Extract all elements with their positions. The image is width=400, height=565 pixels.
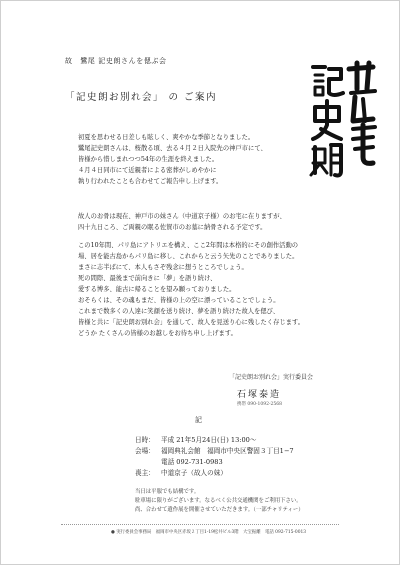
footer-divider: [61, 524, 339, 525]
page-title: 「記史朗お別れ会」 の ご案内: [65, 92, 218, 103]
venue-value: 福岡典礼会館 福岡市中央区警固３丁目1−7: [161, 447, 294, 455]
date-label: 日時：: [135, 436, 155, 444]
footer-contact: ● 実行委員会事務局 福岡市中央区赤坂２丁目1-19松井ビル3階 大宝振離 電話 092-715-0013: [111, 530, 307, 535]
date-value: 平成 21年5月24日(日) 13:00〜: [161, 436, 257, 444]
calligraphy-brush-art: [307, 59, 381, 179]
memorial-line: 場、居を能古島からパリ島に移し、これからと云う矢先のことでありました。: [78, 253, 299, 260]
notes: [135, 488, 304, 515]
memorial-line: これまで数多くの人達に笑顔を送り続け、夢を語り続けた故人を偲び、: [78, 308, 279, 315]
venue-row: [135, 446, 294, 457]
details-heading: 記: [195, 416, 202, 424]
memorial-line: 皆様と共に「記史朗お別れ会」を通して、故人を見送り心に残したく存じます。: [78, 319, 305, 326]
venue-label: 会場：: [135, 447, 155, 455]
burial-line: 故人のお骨は現在、神戸市の妹さん（中道京子様）のお宅に在りますが、: [78, 213, 286, 220]
calligraphy-signature-icon: [307, 59, 381, 179]
note-line: 尚、合わせて遺作展を開催させていただきます。（一部チャリティー）: [135, 507, 304, 513]
memorial-line: おそらくは、その魂もまだ、皆様の上の空に漂っていることでしょう。: [78, 297, 280, 304]
committee-name: 「記史朗お別れ会」実行委員会: [229, 374, 314, 381]
intro-line: ４月４日同市にて近親者による密葬がしめやかに: [78, 167, 217, 174]
organizer-phone: 携帯 090-1092-2568: [237, 402, 282, 407]
memorial-line: 死の間際、最後まで前向きに「夢」を語り続け、: [78, 275, 217, 282]
host-row: [135, 468, 294, 479]
intro-line: 皆様から惜しまれつつ54年の生涯を終えました。: [78, 156, 219, 163]
memorial-line: この10年間、パリ島にアトリエを構え、ここ2年間は本格的にその創作活動の: [78, 242, 299, 249]
intro-line: 執り行われたことも合わせてご報告申し上げます。: [78, 178, 223, 185]
memorial-line: 愛する博多、能古に帰ることを望み願っておりました。: [78, 286, 236, 293]
organizer-signature: [229, 372, 313, 407]
event-details: [135, 435, 294, 479]
host-label: 喪主：: [135, 469, 155, 477]
date-row: [135, 435, 294, 446]
memorial-paragraph: [78, 240, 304, 339]
intro-line: 鷺尾記史朗さんは、桜散る頃、去る４月２日入院先の神戸市にて、: [78, 145, 267, 152]
organizer-name: 石塚泰造: [237, 390, 282, 400]
burial-paragraph: [78, 211, 286, 233]
venue-phone: 電話 092-731-0983: [161, 458, 223, 466]
note-line: 駐車場に限りがございます。なるべく公共交通機関をご利用下さい。: [135, 498, 302, 504]
host-value: 中道京子（故人の妹）: [161, 469, 227, 477]
memorial-line: まさに志半ばにて、本人もさぞ残念に想うところでしょう。: [78, 264, 248, 271]
burial-line: 四十九日ころ、ご両親の眠る佐賀市のお墓に納骨される予定です。: [78, 224, 267, 231]
intro-paragraph: [78, 132, 267, 187]
memorial-heading: 故 鷺尾 記史朗さんを偲ぶ会: [65, 57, 167, 65]
memorial-line: どうか たくさんの皆様のお越しをお待ち申し上げます。: [78, 330, 237, 337]
intro-line: 初夏を思わせる日差しも眩しく、爽やかな季節となりました。: [78, 134, 255, 141]
note-line: 当日は平服でも結構です。: [135, 489, 200, 495]
